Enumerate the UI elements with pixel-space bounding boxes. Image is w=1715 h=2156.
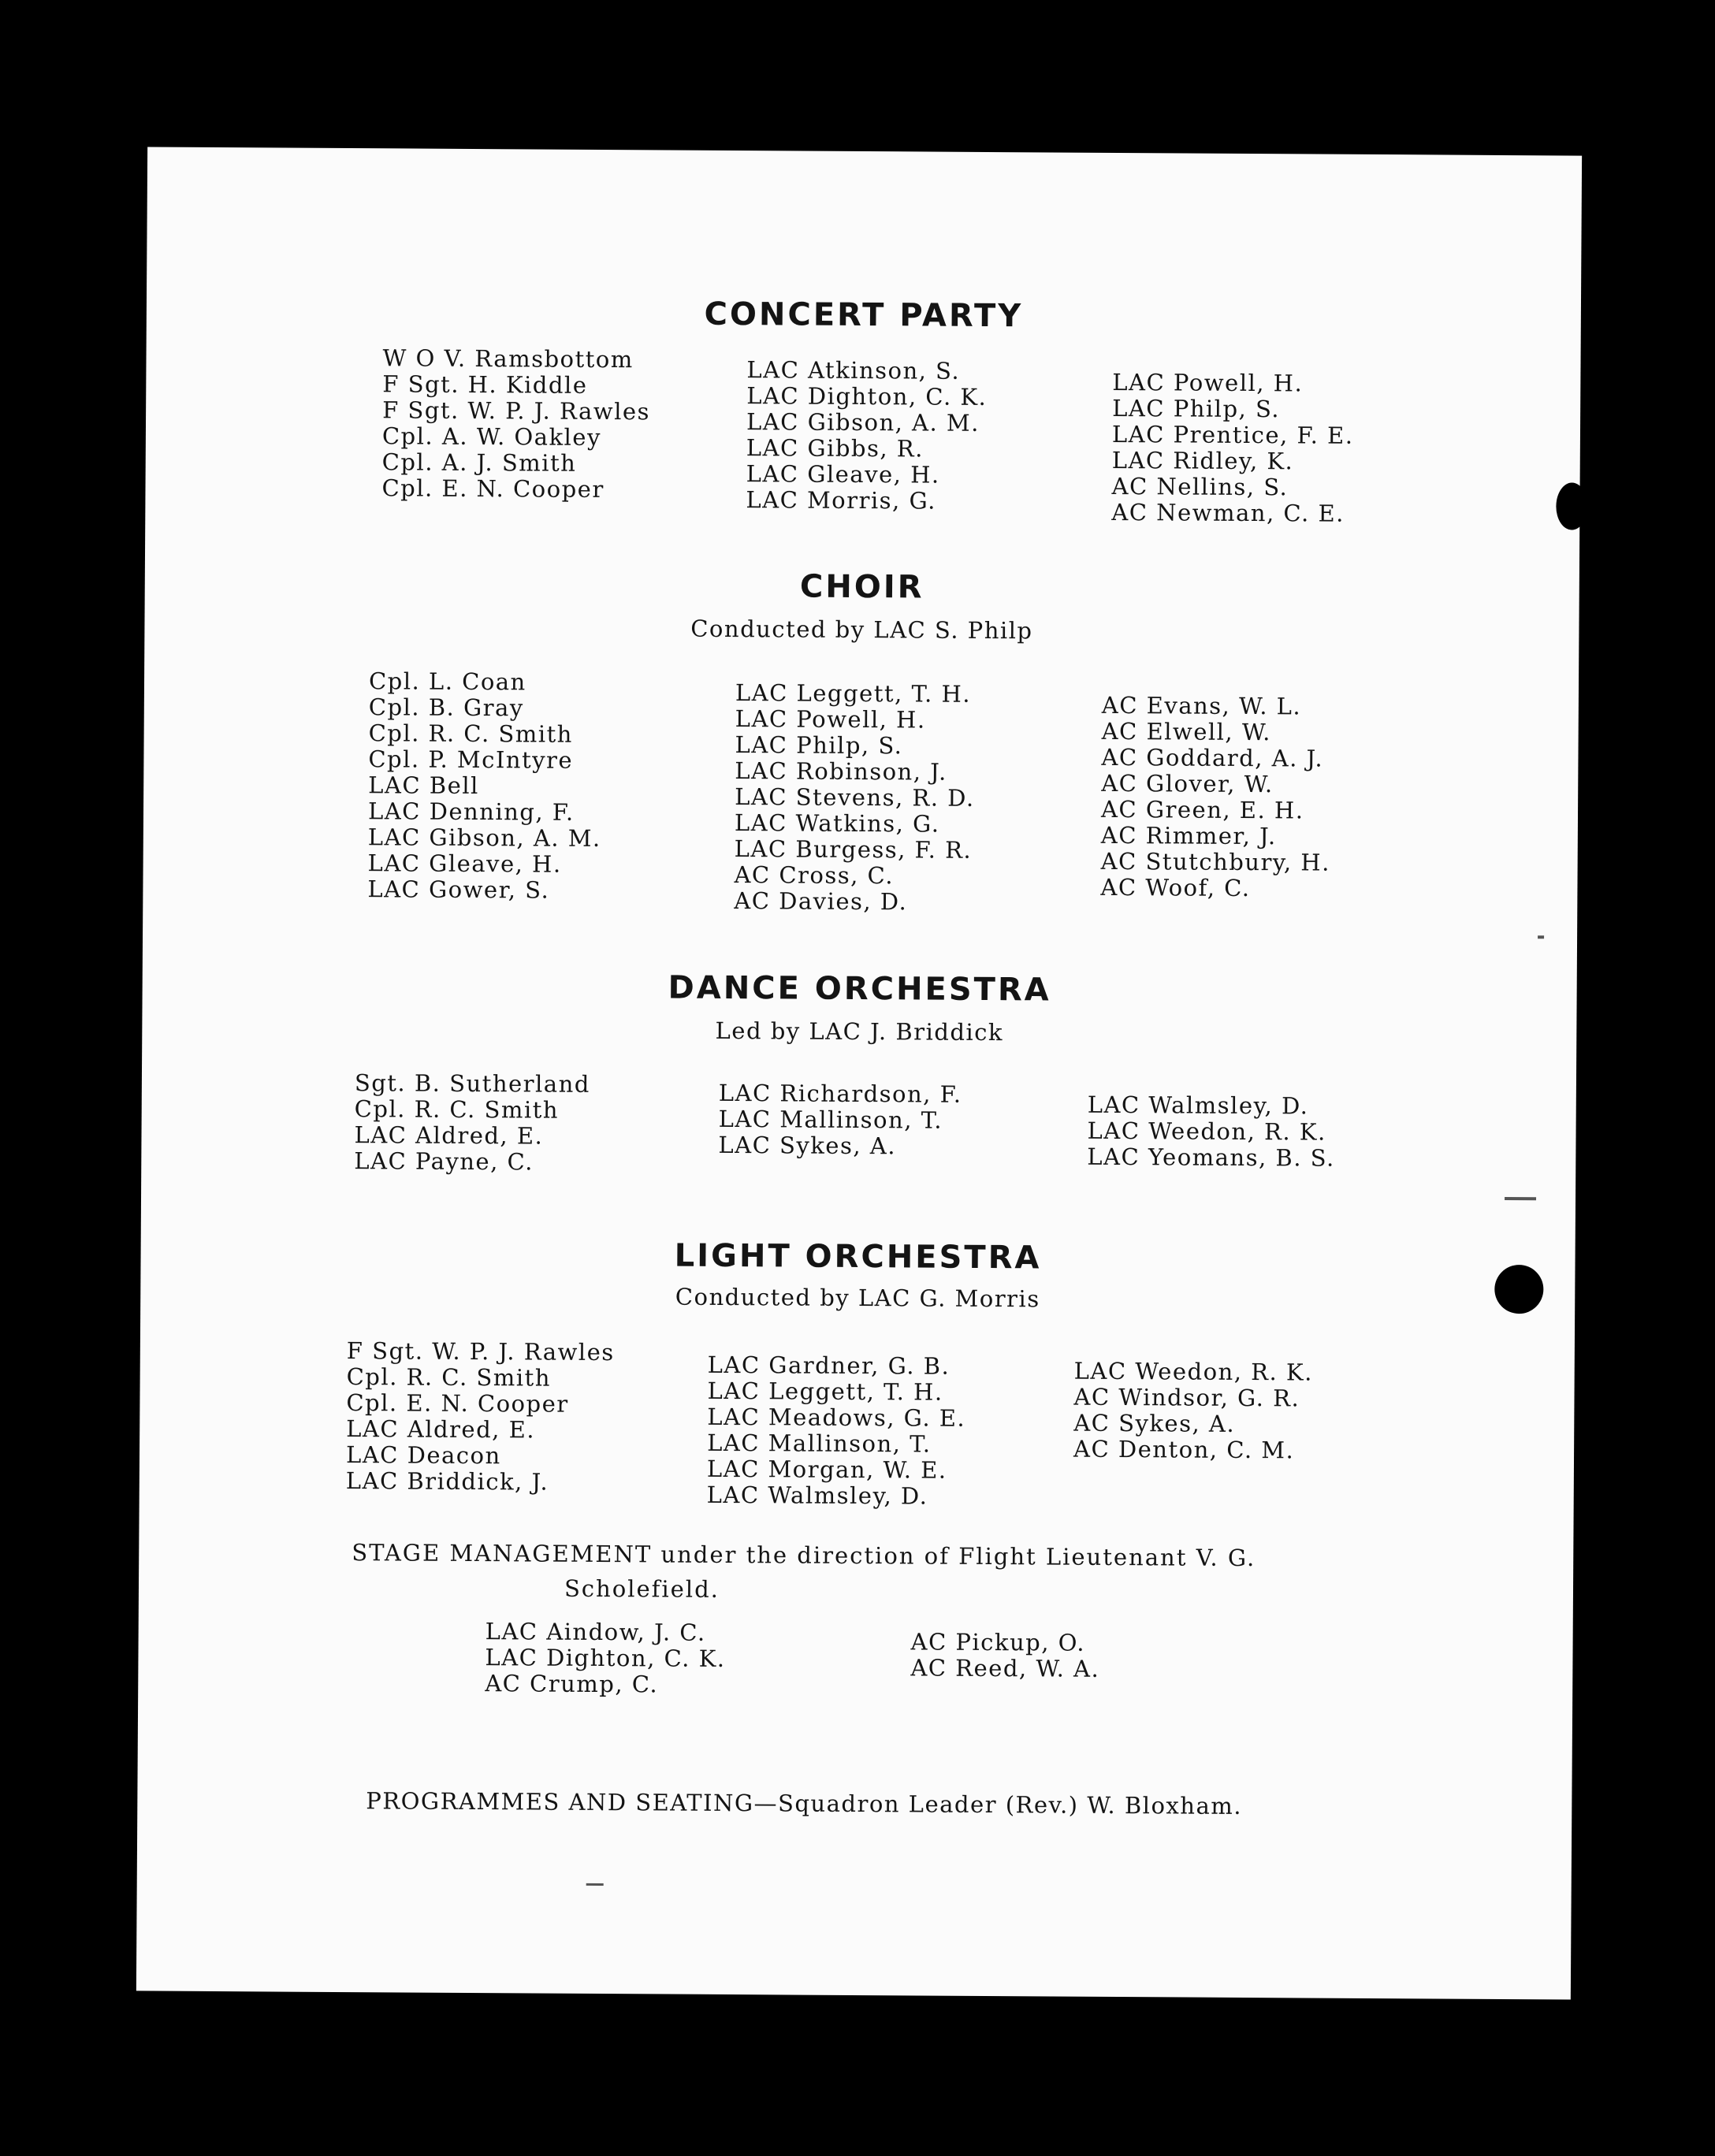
concert-party-title: CONCERT PARTY bbox=[704, 296, 1024, 335]
roster-entry: LAC Leggett, T. H. bbox=[707, 1377, 943, 1406]
roster-entry: LAC Gardner, G. B. bbox=[707, 1351, 951, 1380]
choir-col-2 bbox=[734, 680, 975, 916]
roster-entry: AC Crump, C. bbox=[485, 1670, 659, 1698]
roster-entry: AC Sykes, A. bbox=[1073, 1409, 1236, 1437]
roster-entry: LAC Leggett, T. H. bbox=[735, 679, 972, 708]
roster-entry: LAC Walmsley, D. bbox=[706, 1481, 928, 1510]
choir-col-1 bbox=[367, 668, 602, 904]
light-orchestra-title: LIGHT ORCHESTRA bbox=[674, 1237, 1042, 1277]
roster-entry: Cpl. P. McIntyre bbox=[368, 745, 574, 774]
roster-entry: Cpl. E. N. Cooper bbox=[346, 1389, 569, 1418]
roster-entry: LAC Gibbs, R. bbox=[746, 434, 924, 463]
roster-entry: LAC Philp, S. bbox=[735, 731, 903, 760]
roster-entry: Sgt. B. Sutherland bbox=[354, 1069, 590, 1098]
film-speck bbox=[1505, 1197, 1536, 1200]
roster-entry: F Sgt. W. P. J. Rawles bbox=[346, 1337, 615, 1366]
film-speck bbox=[586, 1883, 604, 1886]
roster-entry: W O V. Ramsbottom bbox=[382, 344, 634, 374]
roster-entry: LAC Gibson, A. M. bbox=[746, 408, 980, 437]
roster-entry: Cpl. L. Coan bbox=[368, 667, 526, 696]
light-orchestra-conductor: Conducted by LAC G. Morris bbox=[675, 1283, 1040, 1313]
roster-entry: LAC Powell, H. bbox=[735, 705, 926, 734]
roster-entry: LAC Gower, S. bbox=[367, 875, 550, 904]
roster-entry: LAC Richardson, F. bbox=[718, 1079, 962, 1108]
roster-entry: AC Pickup, O. bbox=[910, 1628, 1086, 1656]
dance-orchestra-col-1 bbox=[354, 1070, 590, 1176]
roster-entry: AC Glover, W. bbox=[1101, 769, 1274, 798]
roster-entry: LAC Briddick, J. bbox=[345, 1467, 549, 1496]
programmes-and-seating: PROGRAMMES AND SEATING—Squadron Leader (Rev.) W. Bloxham. bbox=[366, 1787, 1243, 1820]
punch-hole-top bbox=[1556, 482, 1587, 530]
stage-management-line-1: STAGE MANAGEMENT under the direction of Flight Lieutenant V. G. bbox=[352, 1539, 1256, 1572]
concert-party-col-2 bbox=[746, 357, 987, 515]
roster-entry: Cpl. A. W. Oakley bbox=[381, 422, 602, 451]
concert-party-col-1 bbox=[381, 345, 650, 503]
roster-entry: AC Evans, W. L. bbox=[1101, 691, 1302, 720]
roster-entry: LAC Dighton, C. K. bbox=[746, 382, 988, 411]
roster-entry: LAC Weedon, R. K. bbox=[1073, 1357, 1313, 1386]
roster-entry: Cpl. R. C. Smith bbox=[354, 1095, 560, 1124]
choir-title: CHOIR bbox=[799, 568, 924, 606]
roster-entry: AC Woof, C. bbox=[1100, 873, 1251, 902]
roster-entry: LAC Yeomans, B. S. bbox=[1087, 1143, 1335, 1172]
dance-orchestra-col-3 bbox=[1087, 1092, 1335, 1172]
roster-entry: AC Davies, D. bbox=[734, 887, 908, 916]
roster-entry: LAC Bell bbox=[368, 771, 479, 800]
roster-entry: LAC Gleave, H. bbox=[367, 849, 562, 878]
light-orchestra-col-1 bbox=[346, 1338, 615, 1496]
roster-entry: Cpl. E. N. Cooper bbox=[381, 474, 605, 504]
roster-entry: LAC Mallinson, T. bbox=[718, 1105, 943, 1134]
light-orchestra-col-2 bbox=[707, 1352, 966, 1510]
roster-entry: LAC Denning, F. bbox=[367, 797, 575, 826]
roster-entry: AC Stutchbury, H. bbox=[1100, 847, 1330, 876]
roster-entry: LAC Aldred, E. bbox=[346, 1415, 536, 1444]
roster-entry: LAC Sykes, A. bbox=[718, 1131, 897, 1160]
stage-management-col-1 bbox=[485, 1619, 726, 1698]
choir-col-3 bbox=[1100, 693, 1331, 902]
roster-entry: LAC Prentice, F. E. bbox=[1111, 420, 1354, 449]
roster-entry: F Sgt. H. Kiddle bbox=[382, 370, 588, 399]
stage-management-heading bbox=[352, 1535, 1377, 1611]
roster-entry: Cpl. A. J. Smith bbox=[381, 448, 577, 477]
dance-orchestra-leader: Led by LAC J. Briddick bbox=[715, 1017, 1004, 1046]
roster-entry: LAC Burgess, F. R. bbox=[734, 835, 973, 864]
roster-entry: LAC Aldred, E. bbox=[354, 1121, 544, 1150]
roster-entry: LAC Meadows, G. E. bbox=[707, 1403, 966, 1432]
roster-entry: AC Green, E. H. bbox=[1100, 795, 1304, 824]
roster-entry: LAC Watkins, G. bbox=[734, 809, 940, 838]
roster-entry: LAC Morris, G. bbox=[746, 486, 936, 515]
roster-entry: LAC Walmsley, D. bbox=[1087, 1091, 1309, 1120]
roster-entry: Cpl. R. C. Smith bbox=[368, 719, 574, 748]
choir-conductor: Conducted by LAC S. Philp bbox=[690, 615, 1033, 645]
roster-entry: LAC Philp, S. bbox=[1112, 394, 1281, 423]
roster-entry: Cpl. B. Gray bbox=[368, 693, 524, 722]
dance-orchestra-title: DANCE ORCHESTRA bbox=[668, 969, 1051, 1009]
roster-entry: AC Denton, C. M. bbox=[1073, 1435, 1295, 1464]
roster-entry: LAC Ridley, K. bbox=[1111, 446, 1294, 475]
roster-entry: AC Newman, C. E. bbox=[1111, 498, 1345, 527]
roster-entry: AC Reed, W. A. bbox=[910, 1654, 1100, 1682]
roster-entry: F Sgt. W. P. J. Rawles bbox=[382, 396, 651, 426]
roster-entry: AC Nellins, S. bbox=[1111, 472, 1289, 501]
roster-entry: AC Cross, C. bbox=[734, 861, 895, 890]
roster-entry: LAC Deacon bbox=[345, 1441, 501, 1470]
roster-entry: AC Goddard, A. J. bbox=[1101, 743, 1324, 772]
roster-entry: LAC Mallinson, T. bbox=[707, 1429, 932, 1458]
roster-entry: LAC Powell, H. bbox=[1112, 368, 1304, 397]
roster-entry: LAC Morgan, W. E. bbox=[706, 1455, 947, 1484]
roster-entry: AC Rimmer, J. bbox=[1100, 821, 1277, 850]
light-orchestra-col-3 bbox=[1073, 1359, 1313, 1464]
concert-party-col-3 bbox=[1111, 370, 1354, 527]
roster-entry: LAC Aindow, J. C. bbox=[485, 1618, 706, 1646]
roster-entry: LAC Gibson, A. M. bbox=[367, 823, 601, 852]
programme-page bbox=[136, 147, 1582, 1999]
roster-entry: LAC Stevens, R. D. bbox=[735, 783, 975, 812]
roster-entry: LAC Gleave, H. bbox=[746, 460, 940, 489]
roster-entry: LAC Dighton, C. K. bbox=[485, 1644, 726, 1672]
dance-orchestra-col-2 bbox=[718, 1080, 962, 1160]
film-speck bbox=[1538, 935, 1544, 939]
roster-entry: LAC Payne, C. bbox=[354, 1147, 534, 1176]
roster-entry: Cpl. R. C. Smith bbox=[346, 1363, 552, 1392]
roster-entry: LAC Atkinson, S. bbox=[746, 356, 961, 385]
roster-entry: AC Windsor, G. R. bbox=[1073, 1383, 1300, 1412]
roster-entry: LAC Weedon, R. K. bbox=[1087, 1117, 1326, 1146]
stage-management-col-2 bbox=[910, 1629, 1099, 1682]
roster-entry: AC Elwell, W. bbox=[1101, 717, 1271, 746]
roster-entry: LAC Robinson, J. bbox=[735, 757, 947, 786]
stage-management-line-2: Scholefield. bbox=[564, 1574, 720, 1603]
